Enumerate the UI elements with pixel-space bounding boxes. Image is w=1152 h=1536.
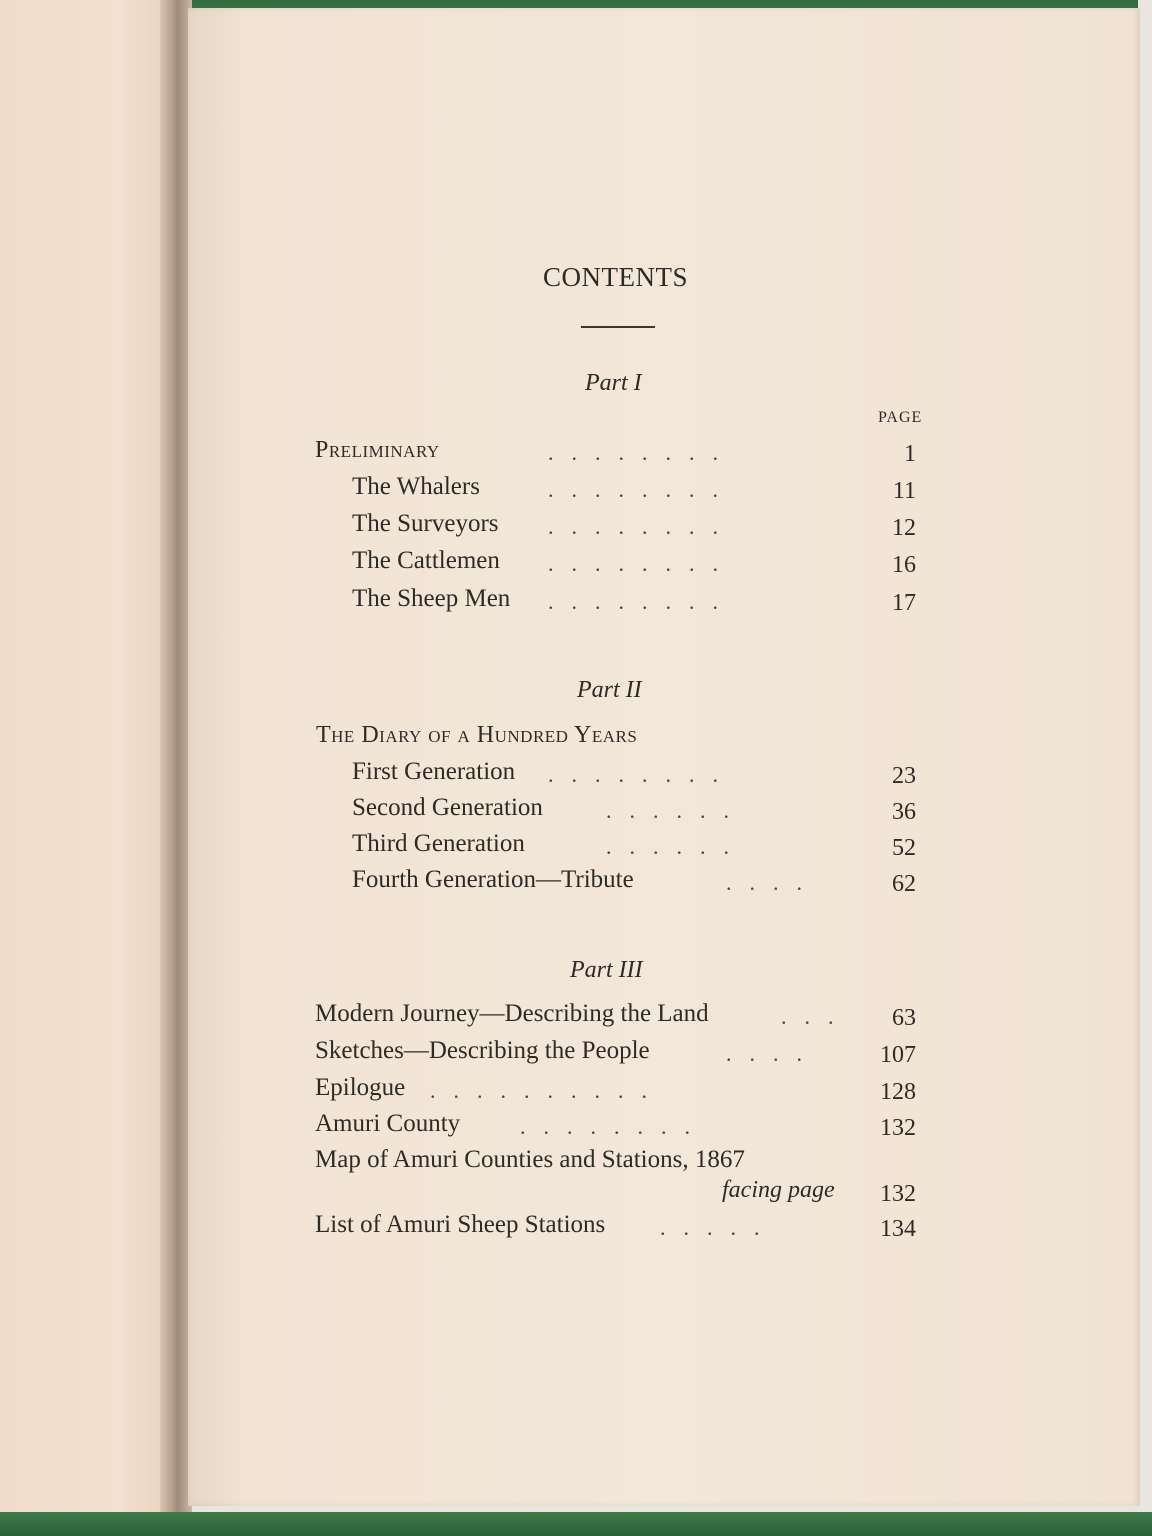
book-cover-bottom-edge bbox=[0, 1512, 1152, 1536]
toc-entry-page: 132 bbox=[880, 1181, 916, 1207]
toc-entry-title: Modern Journey—Describing the Land bbox=[315, 1000, 709, 1027]
left-endpaper bbox=[0, 0, 170, 1520]
toc-entry-page: 107 bbox=[880, 1042, 916, 1068]
leader-dots: ........ bbox=[548, 589, 736, 614]
toc-entry-page: 11 bbox=[892, 478, 916, 504]
leader-dots: ... bbox=[781, 1004, 852, 1029]
toc-entry-page: 63 bbox=[892, 1005, 916, 1031]
toc-entry-title: Fourth Generation—Tribute bbox=[352, 866, 634, 893]
toc-entry-title: Sketches—Describing the People bbox=[315, 1037, 650, 1064]
toc-entry-title: The Sheep Men bbox=[352, 585, 511, 612]
toc-entry-title: Second Generation bbox=[352, 794, 543, 821]
leader-dots: ........ bbox=[548, 514, 736, 539]
toc-entry-page: 16 bbox=[892, 552, 916, 578]
toc-entry-page: 17 bbox=[892, 590, 916, 616]
part-2-label: Part II bbox=[577, 677, 642, 703]
part-3-label: Part III bbox=[570, 957, 643, 983]
leader-dots: ........ bbox=[548, 477, 736, 502]
toc-entry-title: The Surveyors bbox=[352, 510, 499, 537]
facing-page-note: facing page bbox=[722, 1177, 835, 1203]
leader-dots: ...... bbox=[606, 834, 747, 859]
leader-dots: .... bbox=[726, 870, 820, 895]
book-cover-right-edge bbox=[1138, 0, 1152, 1536]
page-column-label: PAGE bbox=[878, 409, 923, 426]
leader-dots: ........ bbox=[548, 762, 736, 787]
toc-entry-page: 62 bbox=[892, 871, 916, 897]
leader-dots: ........ bbox=[520, 1114, 708, 1139]
leader-dots: .... bbox=[726, 1041, 820, 1066]
toc-entry-title: Preliminary bbox=[315, 437, 440, 463]
part-1-label: Part I bbox=[585, 370, 642, 396]
leader-dots: ........ bbox=[548, 551, 736, 576]
toc-entry-title: First Generation bbox=[352, 758, 516, 785]
toc-entry-title: The Cattlemen bbox=[352, 547, 500, 574]
toc-entry-page: 12 bbox=[892, 515, 916, 541]
section-title: The Diary of a Hundred Years bbox=[316, 722, 638, 748]
contents-heading: CONTENTS bbox=[543, 262, 688, 292]
contents-page bbox=[188, 8, 1140, 1506]
toc-entry-page: 134 bbox=[880, 1216, 916, 1242]
toc-entry-page: 132 bbox=[880, 1115, 916, 1141]
leader-dots: ..... bbox=[660, 1215, 778, 1240]
toc-entry-title: List of Amuri Sheep Stations bbox=[315, 1211, 606, 1238]
toc-entry-page: 1 bbox=[904, 441, 916, 467]
heading-divider bbox=[581, 326, 655, 328]
leader-dots: ...... bbox=[606, 798, 747, 823]
toc-entry-page: 128 bbox=[880, 1079, 916, 1105]
leader-dots: ........ bbox=[548, 440, 736, 465]
toc-entry-page: 36 bbox=[892, 799, 916, 825]
toc-entry-title: Epilogue bbox=[315, 1074, 406, 1101]
toc-entry-title: The Whalers bbox=[352, 473, 480, 500]
toc-entry-title: Amuri County bbox=[315, 1110, 461, 1137]
toc-entry-page: 23 bbox=[892, 763, 916, 789]
toc-entry-page: 52 bbox=[892, 835, 916, 861]
leader-dots: .......... bbox=[430, 1078, 665, 1103]
toc-entry-title: Third Generation bbox=[352, 830, 525, 857]
toc-entry-title: Map of Amuri Counties and Stations, 1867 bbox=[315, 1146, 745, 1173]
